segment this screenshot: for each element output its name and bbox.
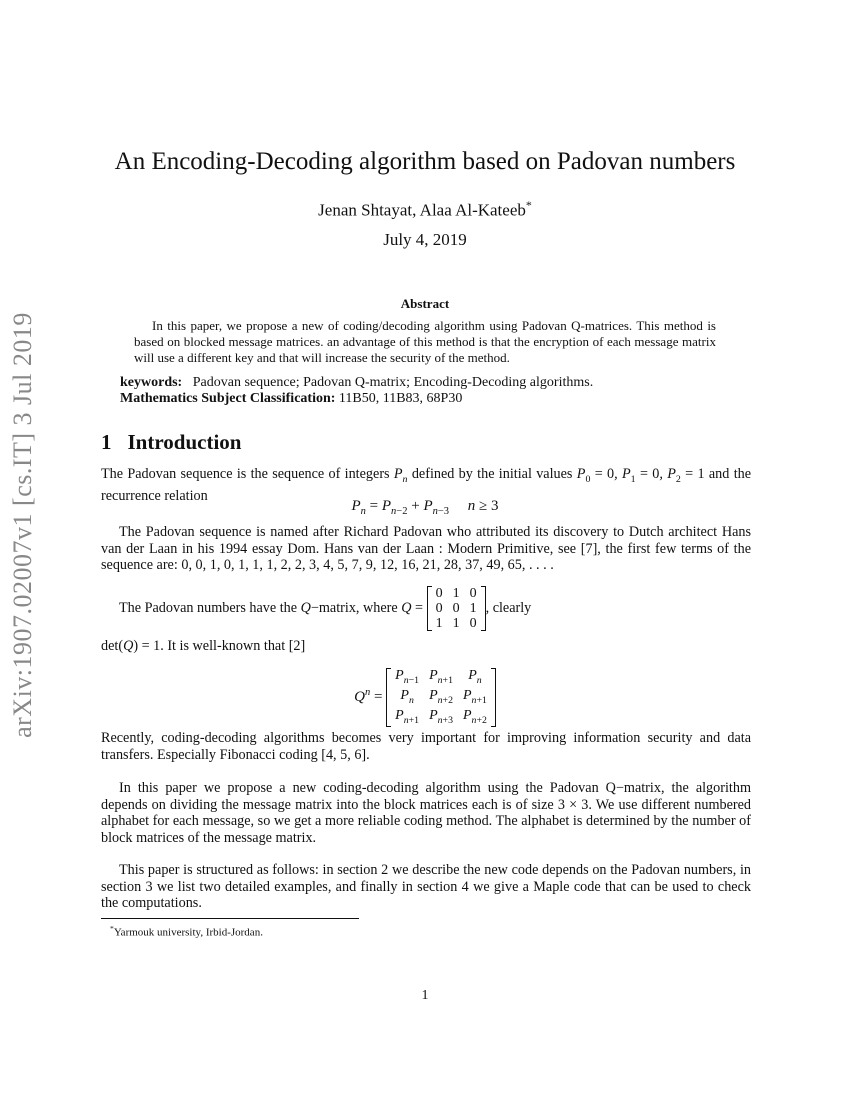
footnote-mark: *: [110, 924, 114, 933]
qn-matrix-cell: $P_{n+2}$: [429, 687, 453, 706]
author-footnote-mark: *: [525, 198, 532, 212]
recurrence-equation: $P_n = P_{n-2} + P_{n-3}$ n ≥ 3: [351, 498, 499, 517]
q-matrix-cell: 1: [469, 601, 477, 616]
qn-matrix-row: [390, 708, 492, 728]
intro-paragraph-2: The Padovan sequence is named after Richard Padovan who attributed its discovery to Dutch architect Hans van der Laan in his 1994 essay Dom. Hans van der Laan : Modern Primitive, see [7], the first few terms of the sequence are: 0, 0, 1, 0, 1, 1, 1, 2, 2, 3, 4, 5, 7, 9, 12, 16, 21, 28, 37, 49, 65, . . . .: [101, 524, 751, 573]
msc-text: 11B50, 11B83, 68P30: [338, 391, 463, 406]
det-sentence: det(Q) = 1. It is well-known that [2]: [101, 638, 306, 654]
q-matrix-row: [431, 586, 482, 601]
p1-text-and: and: [708, 466, 730, 482]
abstract-text: In this paper, we propose a new of coding/decoding algorithm using Padovan Q-matrices. This method is based on blocked message matrices. an advantage of this method is that the encryption of each message matrix will use a different key and that will increase the security of the method.: [134, 318, 716, 365]
keywords-label: keywords:: [120, 375, 183, 390]
q-matrix-row: [431, 616, 482, 631]
msc-label: Mathematics Subject Classification:: [120, 391, 336, 406]
q-matrix-sentence: The Padovan numbers have the Q−matrix, where Q = 0 1 0 0 0 1 1 1 0 , clearly: [119, 586, 532, 631]
q-matrix-cell: 1: [452, 586, 460, 601]
page-number: 1: [421, 988, 429, 1003]
p3-text-c: , clearly: [485, 599, 532, 616]
q-matrix-cell: 0: [469, 616, 477, 631]
q-matrix-cell: 0: [435, 586, 443, 601]
p1-text-a: The Padovan sequence is the sequence of integers: [101, 466, 390, 482]
footnote-rule: [101, 918, 359, 919]
qn-matrix-cell: $P_{n-1}$: [395, 668, 420, 686]
p3-text-b: matrix, where: [318, 599, 398, 616]
qn-matrix-cell: $P_n$: [400, 687, 414, 706]
qn-matrix-cell: $P_{n+3}$: [429, 707, 453, 726]
q-matrix-cell: 1: [435, 616, 443, 631]
qn-matrix-cell: $P_{n+1}$: [429, 668, 453, 686]
qn-matrix-cell: $P_{n+1}$: [395, 707, 420, 726]
paper-title: An Encoding-Decoding algorithm based on Padovan numbers: [114, 148, 736, 175]
qn-matrix-row: [390, 668, 492, 688]
qn-matrix-row: [390, 688, 492, 708]
arxiv-id: arXiv:1907.02007v1 [cs.IT] 3 Jul 2019: [8, 312, 37, 738]
qn-matrix-cell: $P_{n+1}$: [462, 687, 487, 706]
intro-paragraph-7: This paper is structured as follows: in section 2 we describe the new code depends on the Padovan numbers, in section 3 we list two detailed examples, and finally in section 4 we give a Maple code that can be used to check the computations.: [101, 862, 751, 911]
authors: [0, 198, 850, 221]
qn-matrix-cell: $P_n$: [468, 668, 482, 686]
intro-paragraph-1: The Padovan sequence is the sequence of integers $P_n$ defined by the initial values $P_0 = 0$, $P_1 = 0$, $P_2 = 1$ and the recurrence relation: [101, 466, 752, 505]
paper-date: July 4, 2019: [383, 230, 467, 249]
p4-text: = 1. It is well-known that [2]: [141, 638, 306, 654]
author-names: Jenan Shtayat, Alaa Al-Kateeb: [318, 200, 526, 220]
qn-matrix: [386, 668, 496, 727]
intro-paragraph-5: Recently, coding-decoding algorithms becomes very important for improving information security and data transfers. Especially Fibonacci coding [4, 5, 6].: [101, 730, 751, 763]
section-heading: [101, 430, 241, 455]
p1-text-b: defined by the initial values: [411, 466, 573, 482]
q-matrix-cell: 1: [452, 616, 460, 631]
q-matrix-cell: 0: [469, 586, 477, 601]
q-matrix-cell: 0: [435, 601, 443, 616]
p1-text-c: the recurrence relation: [101, 466, 752, 505]
abstract-heading: Abstract: [400, 296, 450, 311]
section-number: 1: [101, 430, 112, 454]
q-matrix: [427, 586, 486, 631]
keywords-text: Padovan sequence; Padovan Q-matrix; Encoding-Decoding algorithms.: [192, 375, 594, 390]
q-matrix-row: [431, 601, 482, 616]
footnote-text: Yarmouk university, Irbid-Jordan.: [113, 926, 263, 939]
keywords-block: [120, 375, 740, 407]
qn-equation: $Q^n$ = $P_{n-1}$ $P_{n+1}$ $P_n$ $P_n$ $P_{n+2}$ $P_{n+1}$ $P_{n+1}$ $P_{n+3}$ $P_{n+2}$: [0, 668, 850, 727]
section-title: Introduction: [127, 430, 242, 454]
intro-paragraph-6: In this paper we propose a new coding-decoding algorithm using the Padovan Q−matrix, the algorithm depends on dividing the message matrix into the block matrices each is of size 3 × 3. We use different numbered alphabet for each message, so we get a more reliable coding method. The alphabet is determined by the number of block matrices of the message matrix.: [101, 780, 751, 846]
footnote: [110, 924, 263, 939]
qn-matrix-cell: $P_{n+2}$: [462, 707, 487, 726]
q-matrix-cell: 0: [452, 601, 460, 616]
p3-text-a: The Padovan numbers have the: [119, 599, 298, 616]
